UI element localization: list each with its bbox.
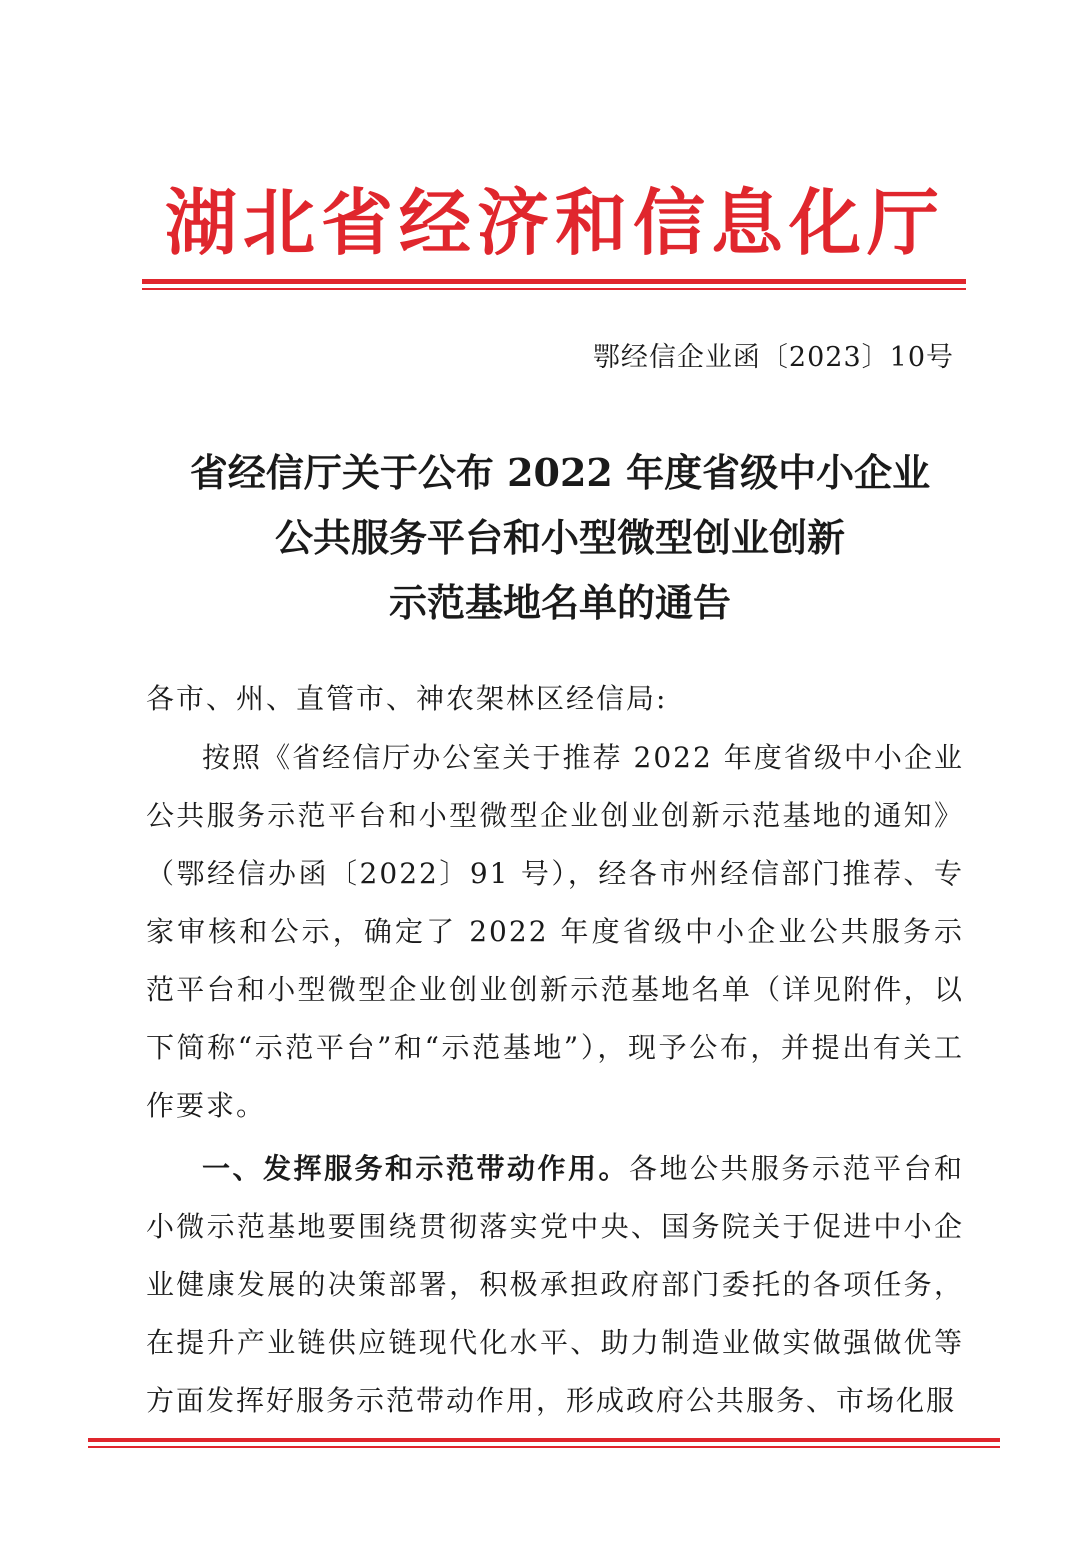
agency-header: 湖北省经济和信息化厅 [164, 181, 945, 265]
footer-red-rule-thin [88, 1446, 1000, 1448]
paragraph-2 [146, 1140, 964, 1430]
addressee: 各市、州、直管市、神农架林区经信局: [146, 682, 668, 715]
header-red-rule-thick [142, 279, 966, 284]
paragraph-2-lead: 一、发挥服务和示范带动作用。 [202, 1152, 629, 1185]
paragraph-1: 按照《省经信厅办公室关于推荐 2022 年度省级中小企业公共服务示范平台和小型微型企业创业创新示范基地的通知》（鄂经信办函〔2022〕91 号），经各市州经信部门推荐、专家审核和公示，确定了 2022 年度省级中小企业公共服务示范平台和小型微型企业创业创新示范基地名单（详见附件，以下简称“示范平台”和“示范基地”），现予公布，并提出有关工作要求。 [146, 741, 964, 1122]
header-red-rule-thin [142, 288, 966, 290]
notice-title-line-1: 省经信厅关于公布 2022 年度省级中小企业 [189, 450, 931, 495]
notice-title [140, 440, 980, 635]
notice-title-line-2: 公共服务平台和小型微型创业创新 [274, 515, 845, 560]
document-number: 鄂经信企业函〔2023〕10号 [592, 342, 954, 373]
notice-title-line-3: 示范基地名单的通告 [388, 580, 731, 625]
paragraph-2-text: 各地公共服务示范平台和小微示范基地要围绕贯彻落实党中央、国务院关于促进中小企业健康发展的决策部署，积极承担政府部门委托的各项任务，在提升产业链供应链现代化水平、助力制造业做实做强做优等方面发挥好服务示范带动作用，形成政府公共服务、市场化服 [146, 1152, 964, 1417]
footer-red-rule-thick [88, 1438, 1000, 1442]
